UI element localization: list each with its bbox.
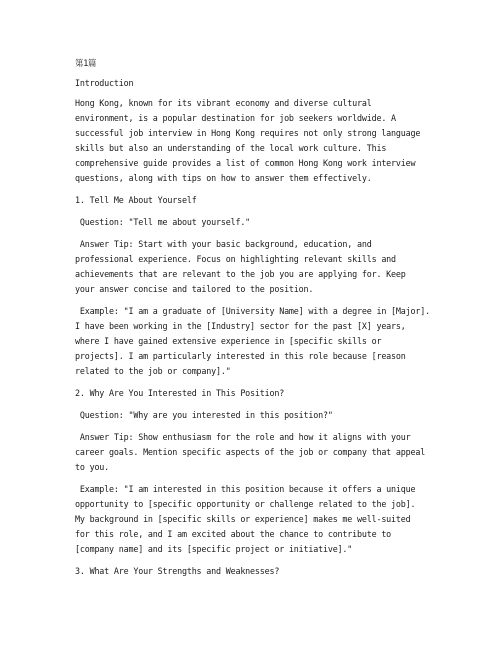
- example-line: where I have gained extensive experience in [specific skills or: [75, 336, 382, 346]
- section-heading: 1. Tell Me About Yourself: [75, 195, 197, 205]
- example-line: opportunity to [specific opportunity or challenge related to the job].: [75, 499, 416, 509]
- tip-line: to you.: [75, 462, 110, 472]
- section-heading: 2. Why Are You Interested in This Position?: [75, 388, 285, 398]
- page-header: 第1篇: [75, 58, 97, 68]
- answer-tip: [75, 237, 445, 297]
- intro-line: skills but also an understanding of the local work culture. This: [75, 143, 387, 153]
- example-line: projects]. I am particularly interested in this role because [reason: [75, 351, 406, 361]
- example-line: for this role, and I am excited about the chance to contribute to: [75, 529, 392, 539]
- tip-line: professional experience. Focus on highlighting relevant skills and: [75, 254, 396, 264]
- example-line: I have been working in the [Industry] sector for the past [X] years,: [75, 321, 406, 331]
- intro-line: Hong Kong, known for its vibrant economy and diverse cultural: [75, 98, 372, 108]
- intro-paragraph: [75, 96, 445, 186]
- intro-line: successful job interview in Hong Kong requires not only strong language: [75, 128, 421, 138]
- intro-line: environment, is a popular destination for job seekers worldwide. A: [75, 113, 396, 123]
- example-line: related to the job or company].": [75, 366, 231, 376]
- tip-line: Answer Tip: Show enthusiasm for the role and how it aligns with your: [75, 432, 411, 442]
- example-line: Example: "I am interested in this position because it offers a unique: [75, 484, 416, 494]
- example-line: Example: "I am a graduate of [University Name] with a degree in [Major].: [75, 306, 430, 316]
- intro-line: questions, along with tips on how to answer them effectively.: [75, 173, 372, 183]
- tip-line: achievements that are relevant to the job you are applying for. Keep: [75, 269, 406, 279]
- example-answer: [75, 482, 445, 557]
- example-answer: [75, 304, 445, 379]
- example-line: My background in [specific skills or experience] makes me well-suited: [75, 514, 411, 524]
- question-line: Question: "Tell me about yourself.": [75, 217, 251, 227]
- document-page: [75, 56, 445, 579]
- intro-heading: Introduction: [75, 78, 134, 88]
- section-heading: 3. What Are Your Strengths and Weaknesses?: [75, 566, 280, 576]
- intro-line: comprehensive guide provides a list of common Hong Kong work interview: [75, 158, 416, 168]
- tip-line: Answer Tip: Start with your basic background, education, and: [75, 239, 372, 249]
- example-line: [company name] and its [specific project or initiative].": [75, 544, 353, 554]
- tip-line: career goals. Mention specific aspects of the job or company that appeal: [75, 447, 426, 457]
- answer-tip: [75, 430, 445, 475]
- question-line: Question: "Why are you interested in this position?": [75, 410, 333, 420]
- tip-line: your answer concise and tailored to the position.: [75, 284, 314, 294]
